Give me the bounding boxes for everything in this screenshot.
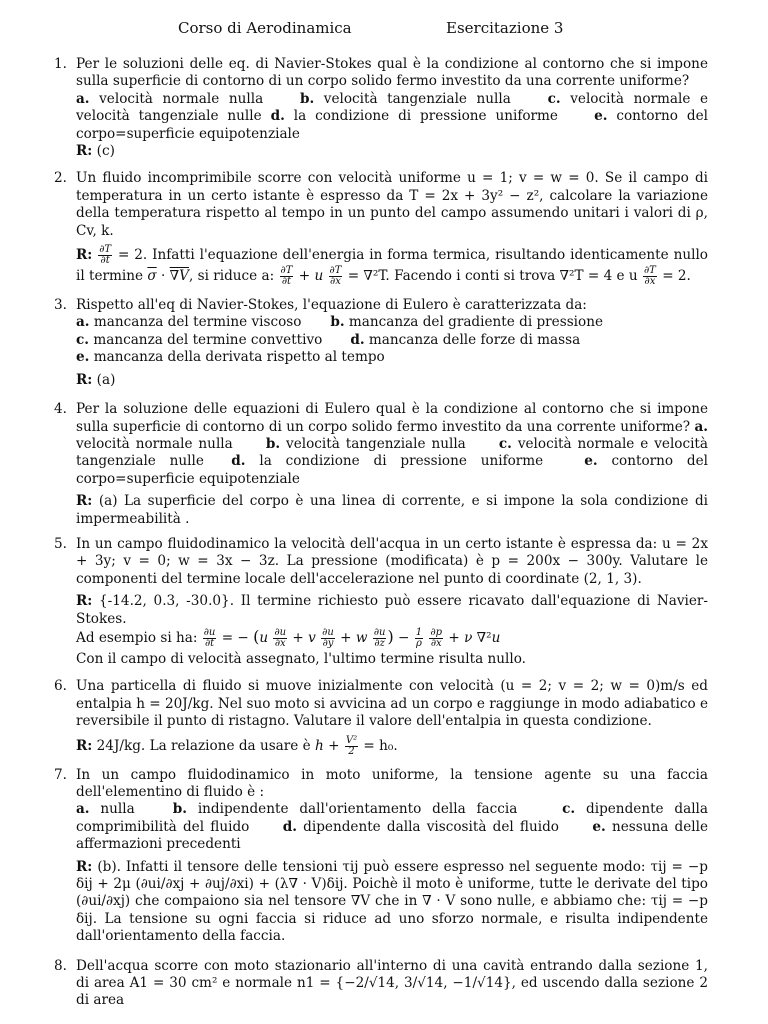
question-number: 7. <box>54 766 67 783</box>
question-text: In un campo fluidodinamico la velocità dell'acqua in un certo istante è espressa da: u = 2x + 3y; v = 0; w = 3x − 3z. La pressione (modificata) è p = 200x − 300y. Valutare le componenti del termine locale dell'accelerazione nel punto di coordinate (2, 1, 3). <box>76 535 708 587</box>
option-d: mancanza delle forze di massa <box>368 331 581 348</box>
option-c: velocità normale e velocità tangenziale nulle <box>76 435 709 470</box>
question-number: 4. <box>54 401 67 418</box>
answer: R: $\frac{\partial T}{\partial t}$ = 2. Infatti l'equazione dell'energia in forma termica, risultando identicamente nullo il termine $\overline{\sigma} \cdot \nabla V$, si riduce a: $\frac{\partial T}{\partial t}$ + u $\frac{\partial T}{\partial x}$ = ∇²T. Facendo i conti si trova ∇²T = 4 e u $\frac{\partial T}{\partial x}$ = 2. <box>76 244 708 288</box>
question-2 <box>54 170 708 287</box>
option-a: velocità normale nulla <box>99 90 264 107</box>
question-1 <box>54 56 708 160</box>
page-header <box>0 20 768 40</box>
question-options: a. velocità normale nulla b. velocità tangenziale nulla c. velocità normale e velocità tangenziale nulle d. la condizione di pressione uniforme e. contorno del corpo=superficie equipotenziale <box>76 90 709 142</box>
question-options: a. nulla b. indipendente dall'orientamento della faccia c. dipendente dalla comprimibilità del fluido d. dipendente dalla viscosità del fluido e. nessuna delle affermazioni precedenti <box>76 801 709 853</box>
option-b: indipendente dall'orientamento della faccia <box>197 801 518 818</box>
question-number: 2. <box>54 170 67 187</box>
answer: R: (c) <box>76 143 115 160</box>
question-number: 1. <box>54 56 67 72</box>
option-c: velocità normale e velocità tangenziale nulle <box>76 90 709 125</box>
question-number: 8. <box>54 957 67 974</box>
question-number: 6. <box>54 678 67 695</box>
option-e: contorno del corpo=superficie equipotenziale <box>76 108 708 142</box>
option-c: dipendente dalla comprimibilità del fluido <box>76 801 709 835</box>
answer: R: (a) <box>76 371 116 388</box>
option-e: contorno del corpo=superficie equipotenziale <box>76 453 708 487</box>
answer-note: Con il campo di velocità assegnato, l'ultimo termine risulta nullo. <box>76 650 526 667</box>
question-7 <box>54 767 708 946</box>
question-5 <box>54 536 708 668</box>
question-text: Rispetto all'eq di Navier-Stokes, l'equazione di Eulero è caratterizzata da: <box>76 297 587 314</box>
question-text: In un campo fluidodinamico in moto uniforme, la tensione agente su una faccia dell'elementino di fluido è : <box>76 766 708 800</box>
option-d: la condizione di pressione uniforme <box>259 453 544 470</box>
option-a: mancanza del termine viscoso <box>93 314 302 331</box>
option-b: velocità tangenziale nulla <box>286 435 466 452</box>
option-e: mancanza della derivata rispetto al tempo <box>93 349 385 366</box>
option-c: mancanza del termine convettivo <box>93 331 323 348</box>
option-b: velocità tangenziale nulla <box>323 90 511 107</box>
option-b: mancanza del gradiente di pressione <box>348 314 604 331</box>
question-text: Per la soluzione delle equazioni di Eulero qual è la condizione al contorno che si impone sulla superficie di contorno di un corpo solido fermo investito da una corrente uniforme? a. velocità normale nulla b. velocità tangenziale nulla c. velocità normale e velocità tangenziale nulle d. la condizione di pressione uniforme e. contorno del corpo=superficie equipotenziale <box>76 401 709 487</box>
question-6 <box>54 678 708 756</box>
question-text: Una particella di fluido si muove inizialmente con velocità (u = 2; v = 2; w = 0)m/s ed entalpia h = 20J/kg. Nel suo moto si avvicina ad un corpo e raggiunge in modo adiabatico e reversibile il punto di ristagno. Valutare il valore dell'entalpia in questa condizione. <box>76 678 708 730</box>
question-options: a. mancanza del termine viscoso b. mancanza del gradiente di pressione c. mancanza del termine convettivo d. mancanza delle forze di massa e. mancanza della derivata rispetto al tempo <box>76 314 604 366</box>
question-4 <box>54 401 708 528</box>
answer: R: (a) La superficie del corpo è una linea di corrente, e si impone la sola condizione di impermeabilità . <box>76 493 708 527</box>
answer: R: {-14.2, 0.3, -30.0}. Il termine richiesto può essere ricavato dall'equazione di Navier-Stokes. Ad esempio si ha: $\frac{\partial u}{\partial t}$ = − (u $\frac{\partial u}{\partial x}$ + v $\frac{\partial u}{\partial y}$ + w $\frac{\partial u}{\partial z}$ ) − $\frac{1}{\rho}$ $\frac{\partial p}{\partial x}$ + ν ∇²u <box>76 593 708 649</box>
option-d: dipendente dalla viscosità del fluido <box>303 818 559 835</box>
answer: R: 24J/kg. La relazione da usare è h + $\frac{\text{V²}}{2}$ = h₀. <box>76 734 398 757</box>
option-d: la condizione di pressione uniforme <box>293 108 558 125</box>
question-8 <box>54 958 708 1010</box>
question-text: Per le soluzioni delle eq. di Navier-Stokes qual è la condizione al contorno che si impone sulla superficie di contorno di un corpo solido fermo investito da una corrente uniforme? <box>76 56 708 90</box>
answer: R: (b). Infatti il tensore delle tensioni τij può essere espresso nel seguente modo: τij = −p δij + 2μ (∂ui/∂xj + ∂uj/∂xi) + (λ∇ · V)δij. Poichè il moto è uniforme, tutte le derivate del tipo (∂ui/∂xj) che compaiono sia nel tensore ∇V che in ∇ · V sono nulle, e abbiamo che: τij = −p δij. La tensione su ogni faccia si riduce ad uno sforzo normale, e risulta indipendente dall'orientamento della faccia. <box>76 858 708 945</box>
course-title: Corso di Aerodinamica <box>178 19 352 37</box>
question-3 <box>54 297 708 389</box>
option-a: velocità normale nulla <box>76 435 233 452</box>
exercise-list <box>54 56 708 1018</box>
question-number: 3. <box>54 297 67 314</box>
question-text: Un fluido incomprimibile scorre con velocità uniforme u = 1; v = w = 0. Se il campo di temperatura in un certo istante è espresso da T = 2x + 3y² − z², calcolare la variazione della temperatura rispetto al tempo in un punto del campo assumendo unitari i valori di ρ, Cv, k. <box>76 170 708 239</box>
question-number: 5. <box>54 535 67 552</box>
exercise-title: Esercitazione 3 <box>446 19 564 37</box>
option-e: nessuna delle affermazioni precedenti <box>76 818 709 853</box>
option-a: nulla <box>100 801 135 818</box>
question-text: Dell'acqua scorre con moto stazionario all'interno di una cavità entrando dalla sezione 1, di area A1 = 30 cm² e normale n1 = {−2/√14, 3/√14, −1/√14}, ed uscendo dalla sezione 2 di area <box>76 957 708 1009</box>
